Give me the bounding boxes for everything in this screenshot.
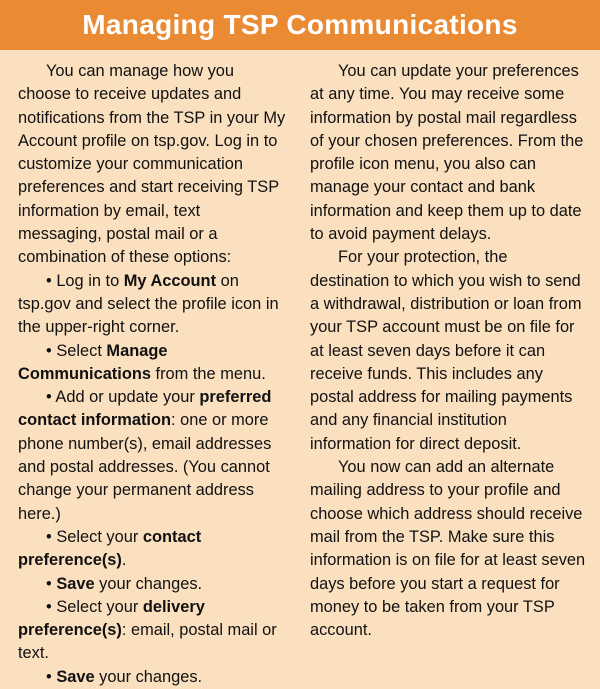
- delivery-preference-term: delivery preference(s): [18, 597, 205, 640]
- bullet-dot: •: [46, 271, 52, 290]
- bullet-dot: •: [46, 341, 52, 360]
- intro-paragraph: You can manage how you choose to receive updates and notifications from the TSP in your My Account profile on tsp.gov. Log in to customize your communication preferences and start receiving TSP information by email, text messaging, postal mail or a combination of these options:: [18, 62, 286, 267]
- right-column: [310, 60, 586, 689]
- content-columns: [0, 50, 600, 689]
- left-column: [18, 60, 288, 689]
- save-term: Save: [56, 667, 95, 686]
- bullet-dot: •: [46, 597, 52, 616]
- manage-communications-term: Manage Communications: [18, 341, 168, 383]
- bullet-dot: •: [46, 388, 52, 407]
- bullet-item: • Select your delivery preference(s): email, postal mail or text.: [18, 597, 277, 663]
- body-paragraph: For your protection, the destination to which you wish to send a withdrawal, distribution or loan from your TSP account must be on file for at least seven days before it can receive funds. This includes any postal address for mailing payments and any financial institution information for direct deposit.: [310, 248, 582, 453]
- bullet-dot: •: [46, 574, 52, 593]
- title-banner: [0, 0, 600, 50]
- bullet-dot: •: [46, 527, 52, 546]
- bullet-item: • Add or update your preferred contact information: one or more phone number(s), email addresses and postal addresses. (You cannot change your permanent address here.): [18, 388, 272, 523]
- body-paragraph: You can update your preferences at any time. You may receive some information by postal mail regardless of your chosen preferences. From the profile icon menu, you also can manage your contact and bank information and keep them up to date to avoid payment delays.: [310, 62, 584, 244]
- bullet-item: • Log in to My Account on tsp.gov and select the profile icon in the upper-right corner.: [18, 271, 279, 337]
- bullet-item: • Select Manage Communications from the menu.: [18, 341, 266, 383]
- body-paragraph: You now can add an alternate mailing address to your profile and choose which address should receive mail from the TSP. Make sure this information is on file for at least seven days before you start a request for money to be taken from your TSP account.: [310, 458, 586, 640]
- save-term: Save: [56, 574, 95, 593]
- bullet-dot: •: [46, 667, 52, 686]
- contact-preference-term: contact preference(s): [18, 527, 202, 570]
- page-title: Managing TSP Communications: [82, 9, 518, 40]
- bullet-item: • Select your contact preference(s).: [18, 527, 202, 570]
- preferred-contact-term: preferred contact information: [18, 388, 272, 430]
- my-account-term: My Account: [123, 271, 217, 290]
- bullet-item: • Save your changes.: [46, 667, 203, 686]
- bullet-item: • Save your changes.: [46, 574, 203, 593]
